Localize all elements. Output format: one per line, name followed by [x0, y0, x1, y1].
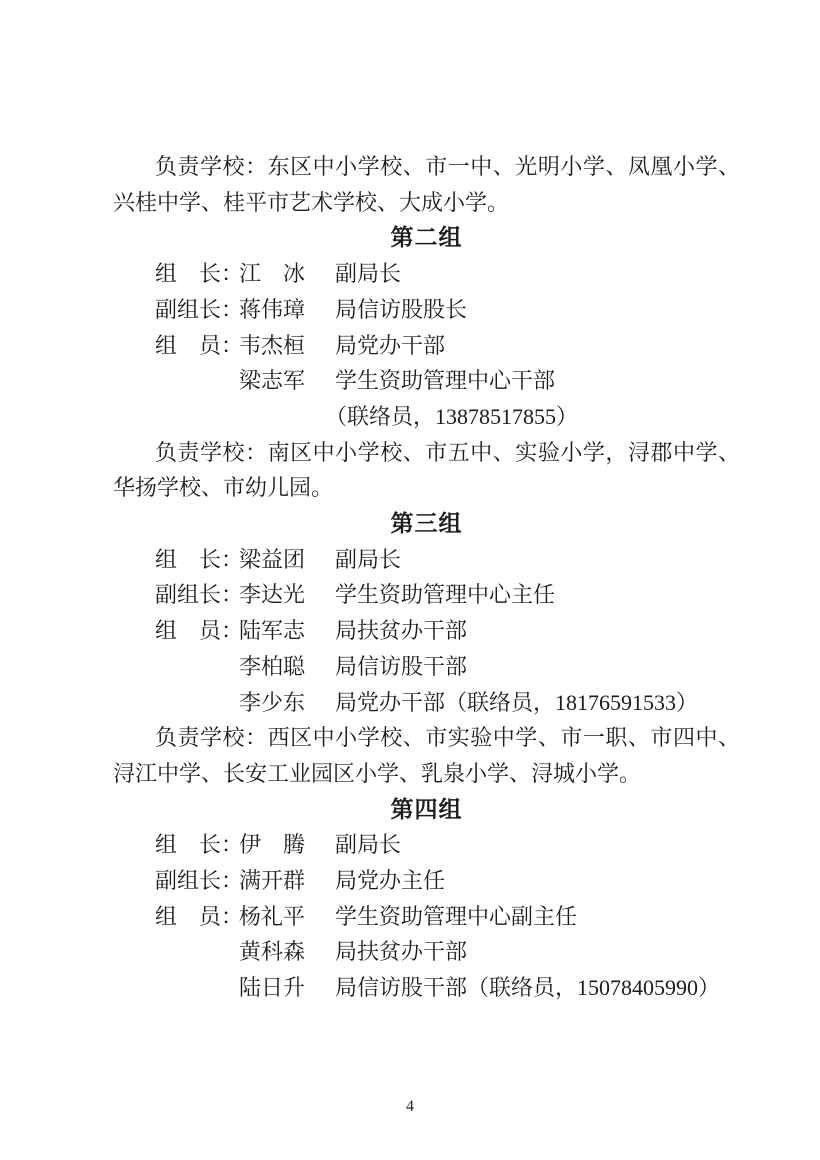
personnel-row [113, 399, 740, 435]
personnel-row [113, 363, 740, 399]
personnel-row [113, 649, 740, 685]
page-number: 4 [406, 1098, 414, 1115]
person-position: 局党办干部 [335, 332, 446, 358]
person-name: 江 冰 [239, 261, 306, 287]
person-name: 李少东 [239, 689, 306, 715]
role-label [155, 363, 239, 399]
group4-title: 第四组 [390, 796, 463, 822]
personnel-row [113, 863, 740, 899]
group2-schools-line: 华扬学校、市幼儿园。 [113, 475, 334, 501]
person-position: 副局长 [335, 546, 402, 572]
person-position: 局党办干部（联络员，18176591533） [335, 689, 699, 715]
role-label: 组 员： [155, 332, 244, 358]
personnel-row [113, 328, 740, 364]
personnel-row [113, 685, 740, 721]
role-label: 副组长： [155, 868, 244, 894]
person-name: 伊 腾 [239, 832, 306, 858]
group2-schools-line: 负责学校：南区中小学校、市五中、实验小学，浔郡中学、 [155, 439, 740, 465]
person-name: 梁益团 [239, 546, 306, 572]
group3-schools-line: 浔江中学、长安工业园区小学、乳泉小学、浔城小学。 [113, 760, 642, 786]
person-position: 学生资助管理中心主任 [335, 582, 556, 608]
person-name: 蒋伟璋 [239, 296, 306, 322]
group2-title: 第二组 [390, 225, 463, 251]
role-label: 组 长： [155, 832, 244, 858]
person-name: 满开群 [239, 868, 306, 894]
personnel-row [113, 827, 740, 863]
person-name: 杨礼平 [239, 903, 306, 929]
role-label: 组 员： [155, 618, 244, 644]
group1-schools-line: 负责学校：东区中小学校、市一中、光明小学、凤凰小学、 [155, 154, 740, 179]
person-position: 局扶贫办干部 [335, 618, 468, 644]
role-label [155, 649, 239, 685]
personnel-row [113, 899, 740, 935]
personnel-row [113, 970, 740, 1006]
personnel-row [113, 256, 740, 292]
person-position: 局信访股股长 [335, 296, 468, 322]
person-name: 梁志军 [239, 368, 306, 394]
group3-title: 第三组 [390, 511, 463, 537]
person-name: 黄科森 [239, 939, 306, 965]
person-name: 陆日升 [239, 975, 306, 1001]
contact-phone: （联络员，13878517855） [325, 403, 579, 429]
personnel-row [113, 542, 740, 578]
person-position: 局党办主任 [335, 868, 446, 894]
personnel-row [113, 292, 740, 328]
person-name: 李柏聪 [239, 653, 306, 679]
person-position: 学生资助管理中心干部 [335, 368, 556, 394]
person-position: 学生资助管理中心副主任 [335, 903, 578, 929]
group3-schools-line: 负责学校：西区中小学校、市实验中学、市一职、市四中、 [155, 725, 740, 751]
role-label [155, 399, 239, 435]
personnel-row [113, 613, 740, 649]
role-label: 组 员： [155, 903, 244, 929]
role-label [155, 970, 239, 1006]
person-name [239, 399, 335, 435]
person-position: 局信访股干部（联络员，15078405990） [335, 975, 721, 1001]
personnel-row [113, 934, 740, 970]
role-label: 副组长： [155, 582, 244, 608]
person-name: 李达光 [239, 582, 306, 608]
personnel-row [113, 577, 740, 613]
person-position: 局信访股干部 [335, 653, 468, 679]
person-name: 陆军志 [239, 618, 306, 644]
group1-schools-line: 兴桂中学、桂平市艺术学校、大成小学。 [113, 189, 510, 215]
person-position: 副局长 [335, 261, 402, 287]
role-label: 副组长： [155, 296, 244, 322]
role-label [155, 934, 239, 970]
person-name: 韦杰桓 [239, 332, 306, 358]
person-position: 副局长 [335, 832, 402, 858]
role-label: 组 长： [155, 261, 244, 287]
role-label: 组 长： [155, 546, 244, 572]
document-content [113, 149, 740, 1006]
person-position: 局扶贫办干部 [335, 939, 468, 965]
role-label [155, 685, 239, 721]
